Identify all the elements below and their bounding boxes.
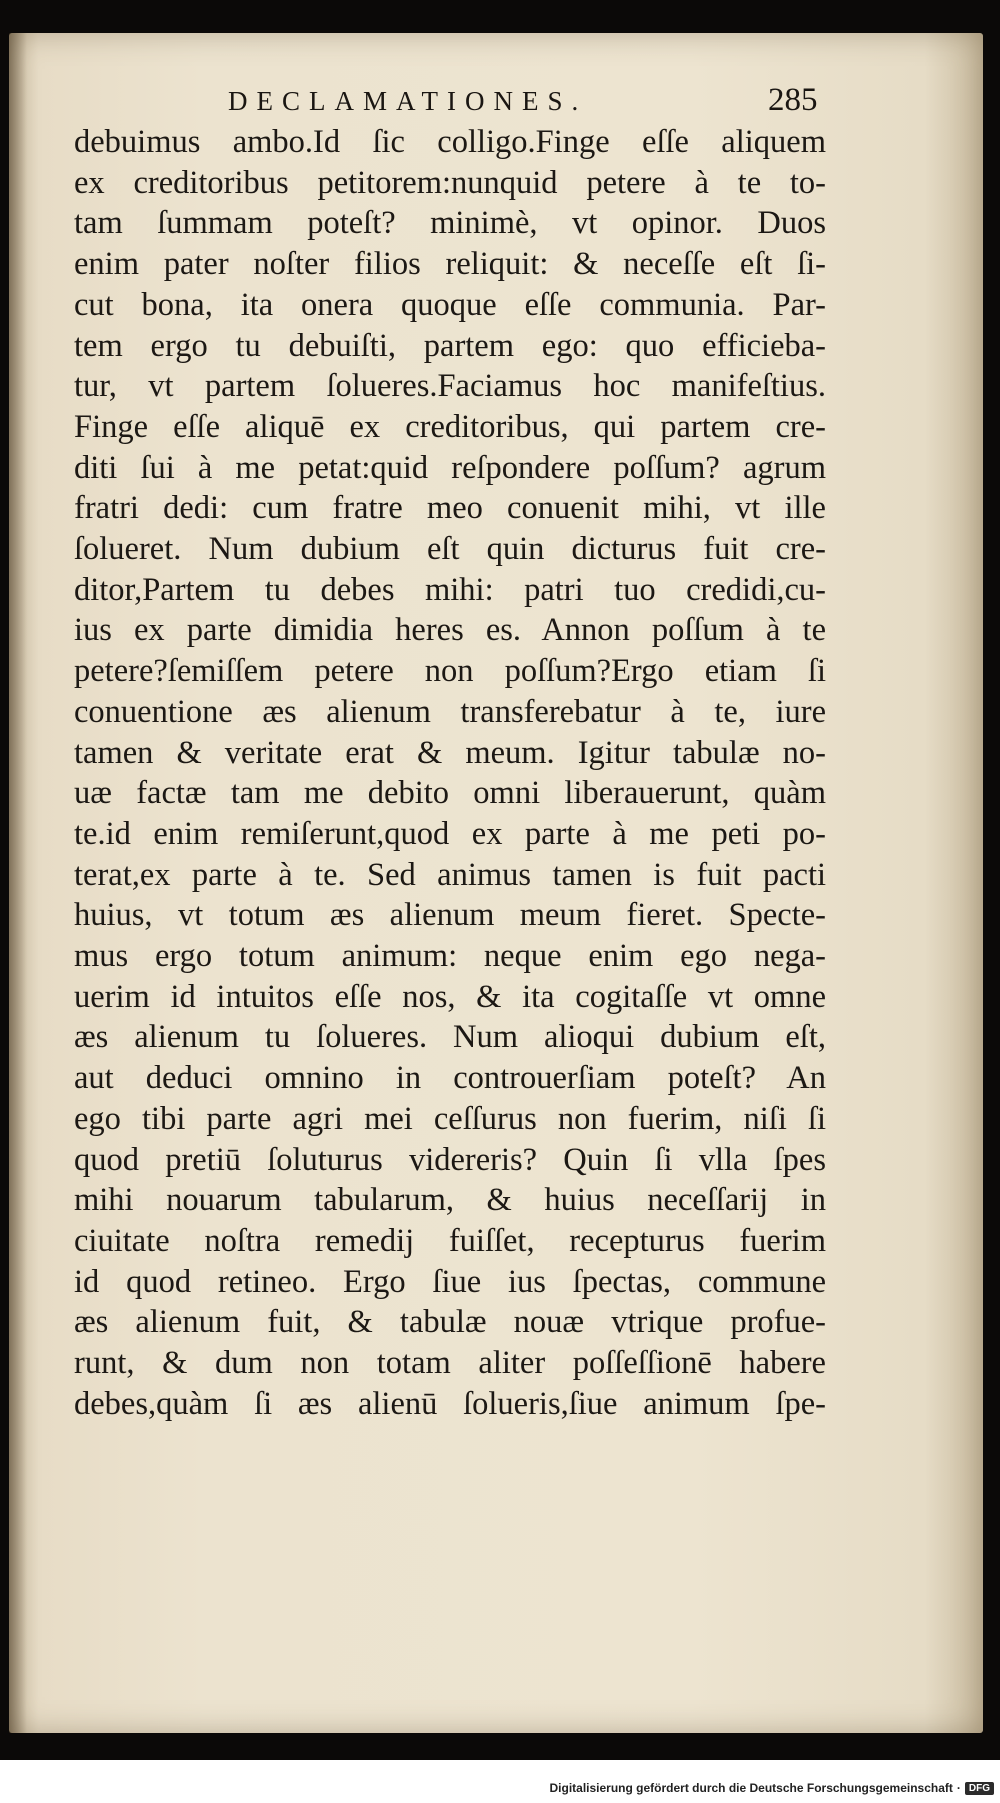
text-line: quod pretiū ſoluturus videreris? Quin ſi vlla ſpes — [74, 1141, 826, 1178]
text-line: tam ſummam poteſt? minimè, vt opinor. Duos — [74, 205, 826, 242]
text-line: cut bona, ita onera quoque eſſe communia. Par- — [74, 286, 826, 323]
text-line: runt, & dum non totam aliter poſſeſſionē habere — [74, 1345, 826, 1382]
running-head: DECLAMATIONES. — [228, 86, 588, 116]
text-line: ius ex parte dimidia heres es. Annon poſſum à te — [74, 612, 826, 649]
digitization-credit: Digitalisierung gefördert durch die Deutsche Forschungsgemeinschaft · DFG — [549, 1781, 994, 1795]
text-line: Finge eſſe aliquē ex creditoribus, qui partem cre- — [74, 408, 826, 445]
text-line: fratri dedi: cum fratre meo conuenit mihi, vt ille — [74, 490, 826, 527]
text-line: petere?ſemiſſem petere non poſſum?Ergo etiam ſi — [74, 653, 826, 690]
text-line: debes,quàm ſi æs alienū ſolueris,ſiue animum ſpe- — [74, 1385, 826, 1422]
text-line: conuentione æs alienum transferebatur à te, iure — [74, 693, 826, 730]
text-line: mus ergo totum animum: neque enim ego nega- — [74, 938, 826, 975]
text-line: tur, vt partem ſolueres.Faciamus hoc manifeſtius. — [74, 368, 826, 405]
text-line: uæ factæ tam me debito omni liberauerunt, quàm — [74, 775, 826, 812]
text-line: aut deduci omnino in controuerſiam poteſt? An — [74, 1060, 826, 1097]
page-number: 285 — [768, 82, 818, 118]
text-line: ciuitate noſtra remedij fuiſſet, recepturus fuerim — [74, 1222, 826, 1259]
text-line: id quod retineo. Ergo ſiue ius ſpectas, commune — [74, 1263, 826, 1300]
text-line: terat,ex parte à te. Sed animus tamen is fuit pacti — [74, 856, 826, 893]
text-line: ego tibi parte agri mei ceſſurus non fuerim, niſi ſi — [74, 1100, 826, 1137]
credit-text: Digitalisierung gefördert durch die Deutsche Forschungsgemeinschaft — [549, 1781, 953, 1795]
dfg-logo: DFG — [965, 1782, 994, 1795]
text-line: mihi nouarum tabularum, & huius neceſſarij in — [74, 1182, 826, 1219]
text-line: huius, vt totum æs alienum meum fieret. Specte- — [74, 897, 826, 934]
text-line: ditor,Partem tu debes mihi: patri tuo credidi,cu- — [74, 571, 826, 608]
text-line: diti ſui à me petat:quid reſpondere poſſum? agrum — [74, 449, 826, 486]
text-line: debuimus ambo.Id ſic colligo.Finge eſſe aliquem — [74, 124, 826, 160]
text-line: æs alienum tu ſolueres. Num alioqui dubium eſt, — [74, 1019, 826, 1056]
text-line: tamen & veritate erat & meum. Igitur tabulæ no- — [74, 734, 826, 771]
text-line: te.id enim remiſerunt,quod ex parte à me peti po- — [74, 815, 826, 852]
text-line: uerim id intuitos eſſe nos, & ita cogitaſſe vt omne — [74, 978, 826, 1015]
text-line: æs alienum fuit, & tabulæ nouæ vtrique profue- — [74, 1304, 826, 1341]
text-line: tem ergo tu debuiſti, partem ego: quo efficieba- — [74, 327, 826, 364]
body-text — [74, 122, 826, 1425]
text-line: ſolueret. Num dubium eſt quin dicturus fuit cre- — [74, 531, 826, 568]
text-line: enim pater noſter filios reliquit: & neceſſe eſt ſi- — [74, 246, 826, 283]
spine-shadow — [9, 33, 27, 1733]
text-line: ex creditoribus petitorem:nunquid petere à te to- — [74, 164, 826, 201]
